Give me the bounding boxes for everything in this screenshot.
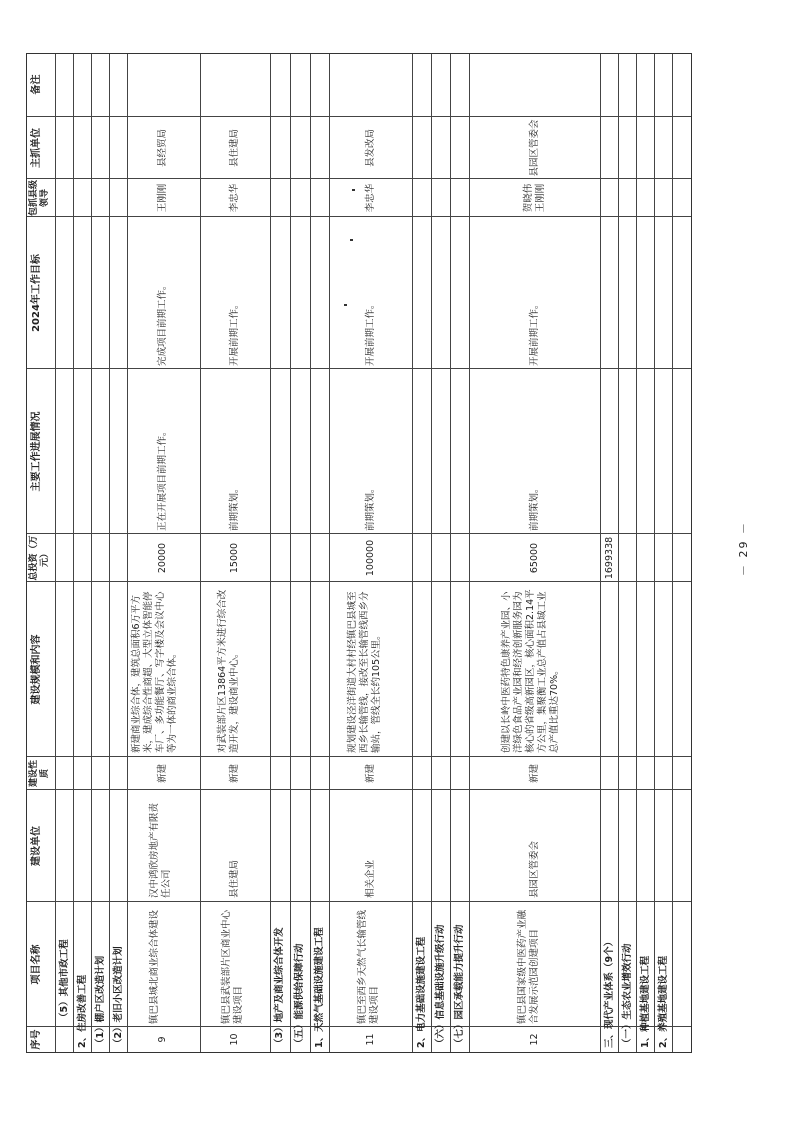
row-line [91,54,92,1052]
punch-mark [344,304,347,306]
row-line [450,54,451,1052]
row-line [270,54,271,1052]
project-nature: 新建 [157,764,168,784]
section-breeding: 2、养殖基地建设工程 [658,955,669,1048]
row-line [469,54,470,1052]
project-nature: 新建 [365,764,376,784]
project-dept: 县住建局 [229,129,240,168]
page-number: － 29 － [737,521,750,576]
section-planting: 1、种植基地建设工程 [640,955,651,1048]
section-info: （六）信息基础设施升级行动 [435,924,446,1048]
header-goal: 2024年工作目标 [31,254,42,332]
section-power: 2、电力基础设施建设工程 [416,936,427,1048]
project-nature: 新建 [529,764,540,784]
project-leader: 李忠华 [365,183,376,213]
project-unit: 县住建局 [229,859,240,898]
project-invest: 20000 [157,542,168,574]
row-line [109,54,110,1052]
project-dept: 县发改局 [365,129,376,168]
row-line [654,54,655,1052]
row-line [290,54,291,1052]
row-line [55,54,56,1052]
row-line [412,54,413,1052]
project-leader: 李忠华 [229,183,240,213]
project-no: 10 [229,1033,240,1046]
row-line [73,54,74,1052]
punch-mark [352,189,355,191]
project-content: 规划建设泾洋街道大村村经镇巴县城至西乡长输管线，接改至长输管线西乡分输站，管线全长约105公里。 [347,591,382,753]
project-progress: 前期策划。 [229,483,240,531]
project-progress: 正在开展项目前期工作。 [157,426,168,531]
section-real-estate: （3）地产及商业综合体开发 [274,927,285,1048]
section-eco-agri: （一）生态农业增效行动 [622,943,633,1048]
project-invest: 65000 [529,542,540,574]
project-nature: 新建 [229,764,240,784]
project-table [26,53,692,1053]
project-goal: 开展前期工作。 [529,299,540,366]
header-content: 建设规模和内容 [31,634,42,705]
row-line [329,54,330,1052]
row-line [127,54,128,1052]
header-remark: 备注 [31,74,42,95]
project-progress: 前期策划。 [365,483,376,531]
header-progress: 主要工作进展情况 [31,411,42,492]
header-name: 项目名称 [31,944,42,985]
project-goal: 完成项目前期工作。 [157,280,168,366]
punch-mark [350,239,353,241]
project-content: 新建商业综合体，建筑总面积6万平方米，建成综合性商超、大型立体智能停车厂、多功能餐厅、写字楼及会议中心等为一体的商业综合体。 [131,591,178,753]
header-nature: 建设性质 [29,760,50,788]
section-modern-industry: 三、现代产业体系（9个） [604,936,615,1048]
project-leader: 王刚刚 [157,183,168,213]
project-name: 镇巴县国家级中医药产业融合发展示范园创建项目 [517,909,540,1024]
row-line [600,54,601,1052]
project-invest: 15000 [229,542,240,574]
row-line [310,54,311,1052]
row-line [431,54,432,1052]
row-line [200,54,201,1052]
row-line [636,54,637,1052]
project-dept: 县园区管委会 [529,119,540,177]
project-unit: 县园区管委会 [529,840,540,898]
header-unit: 建设单位 [31,826,42,866]
project-goal: 开展前期工作。 [365,299,376,366]
row-line [618,54,619,1052]
project-no: 11 [365,1033,376,1046]
header-dept: 主抓单位 [31,128,42,168]
project-goal: 开展前期工作。 [229,299,240,366]
project-content: 对武装部片区13864平方米进行综合改造开发，建设商业中心。 [217,589,240,753]
section-energy: （五）能源供给保障行动 [294,943,305,1048]
project-dept: 县经贸局 [157,129,168,168]
header-invest: 总投资（万元） [29,535,50,581]
header-leader: 包抓县级领导 [29,180,50,217]
section-total-invest: 1699338 [604,536,615,580]
project-invest: 100000 [365,539,376,577]
project-content: 创建以长岭中医药特色康养产业园、小洋绿色食品产业园和经济创新服务园为核心的省级高新园区，核心面积2.14平方公里，集聚衡工业总产值占县域工业总产值比重达70%。 [501,589,560,753]
project-no: 9 [157,1036,168,1043]
section-old-community: （2）老旧小区改造计划 [113,946,124,1048]
project-name: 镇巴县武装部片区商业中心建设项目 [221,909,244,1024]
project-name: 镇巴至西乡天然气长输管线建设项目 [357,909,380,1024]
project-leader: 贺晓伟 王刚刚 [523,183,546,213]
section-park: （七）园区承载能力提升行动 [454,924,465,1048]
section-housing: 2、住房改善工程 [77,974,88,1048]
project-progress: 前期策划。 [529,483,540,531]
section-other-municipal: （5）其他市政工程 [59,939,70,1022]
project-no: 12 [529,1033,540,1046]
header-seq: 序号 [31,1029,42,1050]
project-unit: 汉中鸿欣房地产有限责任公司 [149,802,172,898]
project-unit: 相关企业 [365,859,376,898]
row-line [672,54,673,1052]
section-gas: 1、天然气基础设施建设工程 [314,927,325,1048]
section-shantytown: （1）棚户区改造计划 [95,955,106,1048]
project-name: 镇巴县城北商业综合体建设 [149,909,160,1024]
